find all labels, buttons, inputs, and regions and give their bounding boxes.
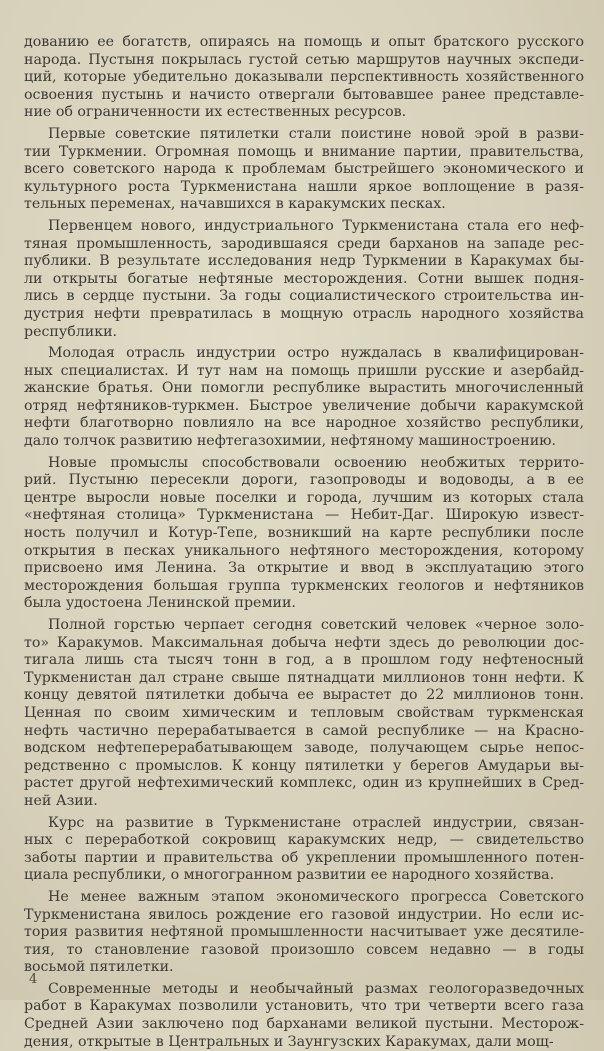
text-line: тии Туркмении. Огромная помощь и внимание партии, правительства, bbox=[24, 143, 584, 160]
text-line: Ценная по своим химическим и тепловым свойствам туркменская bbox=[24, 704, 584, 721]
text-line: ных с переработкой сокровищ каракумских недр, — свидетельство bbox=[24, 832, 584, 849]
text-line: тория развития нефтяной промышленности насчитывает уже десятиле- bbox=[24, 924, 584, 941]
text-line: была удостоена Ленинской премии. bbox=[24, 595, 296, 612]
text-line: ли открыты богатые нефтяные месторождения. Сотни вышек подня- bbox=[24, 270, 584, 287]
text-line: всего советского народа к проблемам быстрейшего экономического и bbox=[24, 161, 584, 178]
text-line: ние об ограниченности их естественных ресурсов. bbox=[24, 104, 407, 121]
text-line: отряд нефтяников-туркмен. Быстрое увеличение добычи каракумской bbox=[24, 397, 584, 414]
paragraph bbox=[24, 617, 584, 811]
text-line: месторождения большая группа туркменских геологов и нефтяников bbox=[24, 577, 584, 594]
text-line: ных специалистах. И тут нам на помощь пришли русские и азербайд- bbox=[24, 362, 584, 379]
text-line: Первые советские пятилетки стали поистине новой эрой в разви- bbox=[48, 125, 584, 142]
text-line: лись в сердце пустыни. За годы социалистического строительства ин- bbox=[24, 288, 584, 305]
text-line: освоения пустынь и начисто отвергали бытовавшее ранее представле- bbox=[24, 86, 584, 103]
text-line: концу девятой пятилетки добыча ее вырастет до 22 миллионов тонн. bbox=[24, 687, 584, 704]
text-line: тяная промышленность, зародившаяся среди барханов на западе рес- bbox=[24, 235, 584, 252]
text-line: ней Азии. bbox=[24, 792, 98, 809]
text-line: дованию ее богатств, опираясь на помощь и опыт братского русского bbox=[24, 34, 584, 50]
paragraph bbox=[24, 455, 584, 613]
text-line: Не менее важным этапом экономического прогресса Советского bbox=[48, 888, 584, 905]
text-line: заботы партии и правительства об укреплении промышленного потен- bbox=[24, 849, 584, 866]
paragraph bbox=[24, 815, 584, 885]
paragraph bbox=[24, 345, 584, 451]
text-line: растет другой нефтехимический комплекс, один из крупнейших в Сред- bbox=[24, 775, 584, 792]
text-line: культурного роста Туркменистана нашли яркое воплощение в разя- bbox=[24, 178, 584, 195]
paragraph bbox=[24, 34, 584, 122]
text-line: публики. В результате исследования недр Туркмении в Каракумах бы- bbox=[24, 253, 584, 270]
text-line: открытия в песках уникального нефтяного месторождения, которому bbox=[24, 542, 584, 559]
text-line: Туркменистан дал стране свыше пятнадцати миллионов тонн нефти. К bbox=[24, 669, 584, 686]
text-line: Курс на развитие в Туркменистане отраслей индустрии, связан- bbox=[48, 814, 584, 831]
paragraph bbox=[24, 218, 584, 341]
text-line: Новые промыслы способствовали освоению необжитых террито- bbox=[48, 454, 584, 471]
text-line: восьмой пятилетки. bbox=[24, 959, 174, 976]
text-line: тия, то становление газовой произошло совсем недавно — в годы bbox=[24, 941, 584, 958]
paragraph bbox=[24, 126, 584, 214]
text-line: республики. bbox=[24, 323, 118, 340]
text-line: нефти благотворно повлияло на все народное хозяйство республики, bbox=[24, 415, 584, 432]
text-line: Молодая отрасль индустрии остро нуждалась в квалифицирован- bbox=[48, 345, 584, 362]
text-line: работ в Каракумах позволили установить, что три четверти всего газа bbox=[24, 998, 584, 1015]
text-line: центре выросли новые поселки и города, лучшим из которых стала bbox=[24, 489, 584, 506]
paragraph bbox=[24, 981, 584, 1051]
paragraph bbox=[24, 889, 584, 977]
text-line: народа. Пустыня покрылась густой сетью маршрутов научных экспеди- bbox=[24, 51, 584, 68]
text-line: «нефтяная столица» Туркменистана — Небит-Даг. Широкую извест- bbox=[24, 507, 584, 524]
page-text bbox=[24, 34, 584, 1050]
text-line: дало толчок развитию нефтегазохимии, нефтяному машиностроению. bbox=[24, 433, 557, 450]
text-line: Туркменистана явилось рождение его газовой индустрии. Но если ис- bbox=[24, 906, 584, 923]
text-line: тигала лишь ста тысяч тонн в год, а в прошлом году нефтеносный bbox=[24, 652, 584, 669]
text-line: дустрия нефти превратилась в мощную отрасль народного хозяйства bbox=[24, 305, 584, 322]
text-line: дения, открытые в Центральных и Заунгузских Каракумах, дали мощ- bbox=[24, 1033, 554, 1050]
text-line: ность получил и Котур-Тепе, возникший на карте республики после bbox=[24, 525, 584, 542]
text-line: Первенцем нового, индустриального Туркменистана стала его неф- bbox=[48, 217, 584, 234]
text-line: ций, которые убедительно доказывали перспективность хозяйственного bbox=[24, 69, 584, 86]
text-line: нефть частично перерабатывается в самой республике — на Красно- bbox=[24, 722, 584, 739]
text-line: рий. Пустыню пересекли дороги, газопроводы и водоводы, а в ее bbox=[24, 472, 584, 489]
text-line: тельных переменах, начавшихся в каракумских песках. bbox=[24, 196, 446, 213]
text-line: присвоено имя Ленина. За открытие и ввод в эксплуатацию этого bbox=[24, 560, 584, 577]
text-line: то» Каракумов. Максимальная добыча нефти здесь до революции дос- bbox=[24, 634, 584, 651]
page-number: 4 bbox=[29, 972, 38, 987]
text-line: жанские братья. Они помогли республике вырастить многочисленный bbox=[24, 380, 584, 397]
text-line: Современные методы и необычайный размах геологоразведочных bbox=[48, 980, 584, 997]
text-line: Полной горстью черпает сегодня советский человек «черное золо- bbox=[48, 617, 584, 633]
text-line: редственно с промыслов. К концу пятилетки у берегов Амударьи вы- bbox=[24, 757, 584, 774]
text-line: Средней Азии заключено под барханами великой пустыни. Месторож- bbox=[24, 1016, 584, 1033]
text-line: циала республики, о многогранном развитии ее народного хозяйства. bbox=[24, 867, 555, 884]
text-line: водском нефтеперерабатывающем заводе, получающем сырье непос- bbox=[24, 740, 584, 757]
